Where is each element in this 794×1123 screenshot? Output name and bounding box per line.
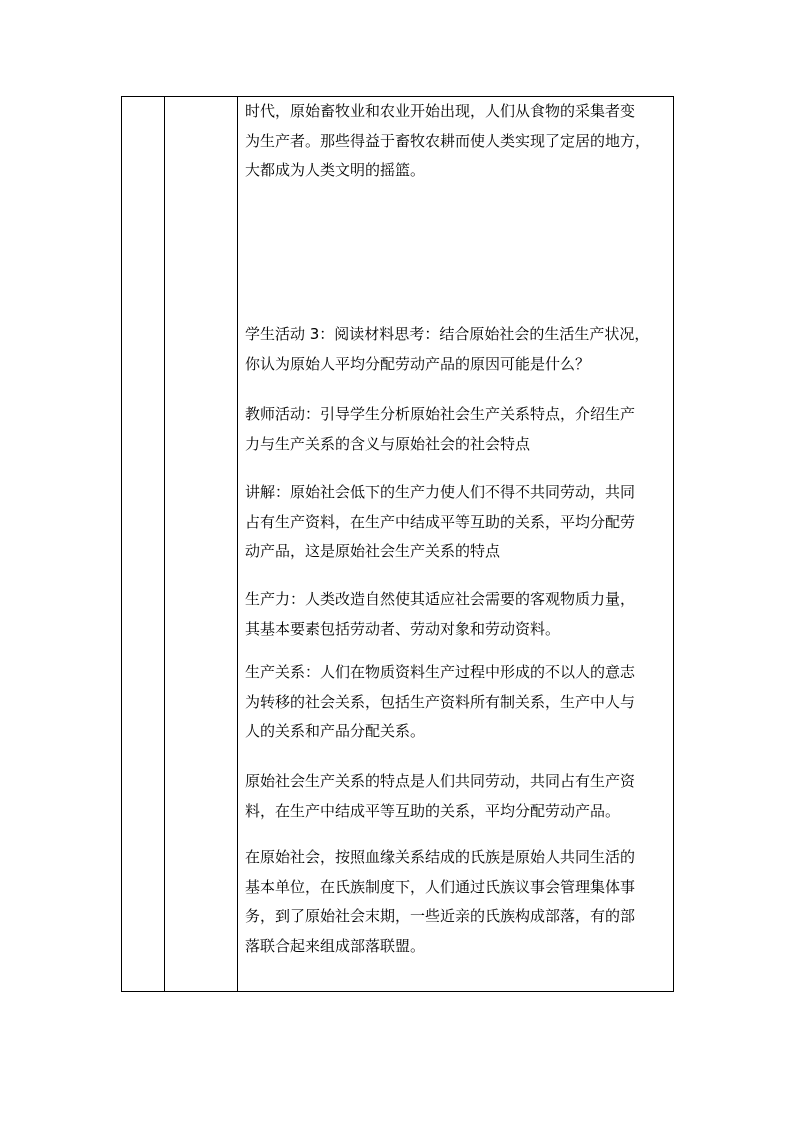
lesson-table	[121, 96, 674, 992]
text-line: 大都成为人类文明的摇篮。	[245, 161, 426, 179]
text-line: 占有生产资料，在生产中结成平等互助的关系，平均分配劳	[245, 512, 636, 531]
paragraph-intro	[245, 97, 667, 186]
text-line: 为转移的社会关系，包括生产资料所有制关系，生产中人与	[245, 692, 636, 711]
paragraph-student-activity	[245, 320, 667, 379]
text-line: 时代，原始畜牧业和农业开始出现，人们从食物的采集者变	[245, 102, 636, 120]
text-line: 落联合起来组成部落联盟。	[245, 936, 426, 955]
text-line: 动产品，这是原始社会生产关系的特点	[245, 542, 501, 560]
text-line: 原始社会生产关系的特点是人们共同劳动，共同占有生产资	[245, 772, 636, 790]
text-line: 教师活动：引导学生分析原始社会生产关系特点，介绍生产	[245, 405, 636, 423]
paragraph-primitive-relations	[245, 767, 667, 826]
text-line: 学生活动 3：阅读材料思考：结合原始社会的生活生产状况，	[245, 325, 650, 343]
text-line: 生产力：人类改造自然使其适应社会需要的客观物质力量，	[245, 590, 636, 608]
text-line: 务，到了原始社会末期，一些近亲的氏族构成部落，有的部	[245, 907, 636, 925]
text-line: 力与生产关系的含义与原始社会的社会特点	[245, 434, 531, 453]
paragraph-productivity	[245, 585, 667, 644]
text-line: 你认为原始人平均分配劳动产品的原因可能是什么？	[245, 354, 591, 373]
text-line: 讲解：原始社会低下的生产力使人们不得不共同劳动，共同	[245, 483, 636, 501]
column-divider-2	[237, 97, 238, 991]
paragraph-clan	[245, 843, 667, 961]
paragraph-explanation	[245, 478, 667, 567]
text-line: 生产关系：人们在物质资料生产过程中形成的不以人的意志	[245, 663, 636, 681]
paragraph-teacher-activity	[245, 400, 667, 459]
text-line: 基本单位，在氏族制度下，人们通过氏族议事会管理集体事	[245, 877, 636, 896]
text-line: 料，在生产中结成平等互助的关系，平均分配劳动产品。	[245, 801, 621, 820]
text-line: 为生产者。那些得益于畜牧农耕而使人类实现了定居的地方，	[245, 131, 651, 150]
text-line: 在原始社会，按照血缘关系结成的氏族是原始人共同生活的	[245, 848, 636, 866]
paragraph-relations-of-production	[245, 658, 667, 747]
column-divider-1	[164, 97, 165, 991]
text-line: 其基本要素包括劳动者、劳动对象和劳动资料。	[245, 619, 561, 638]
text-line: 人的关系和产品分配关系。	[245, 722, 426, 740]
